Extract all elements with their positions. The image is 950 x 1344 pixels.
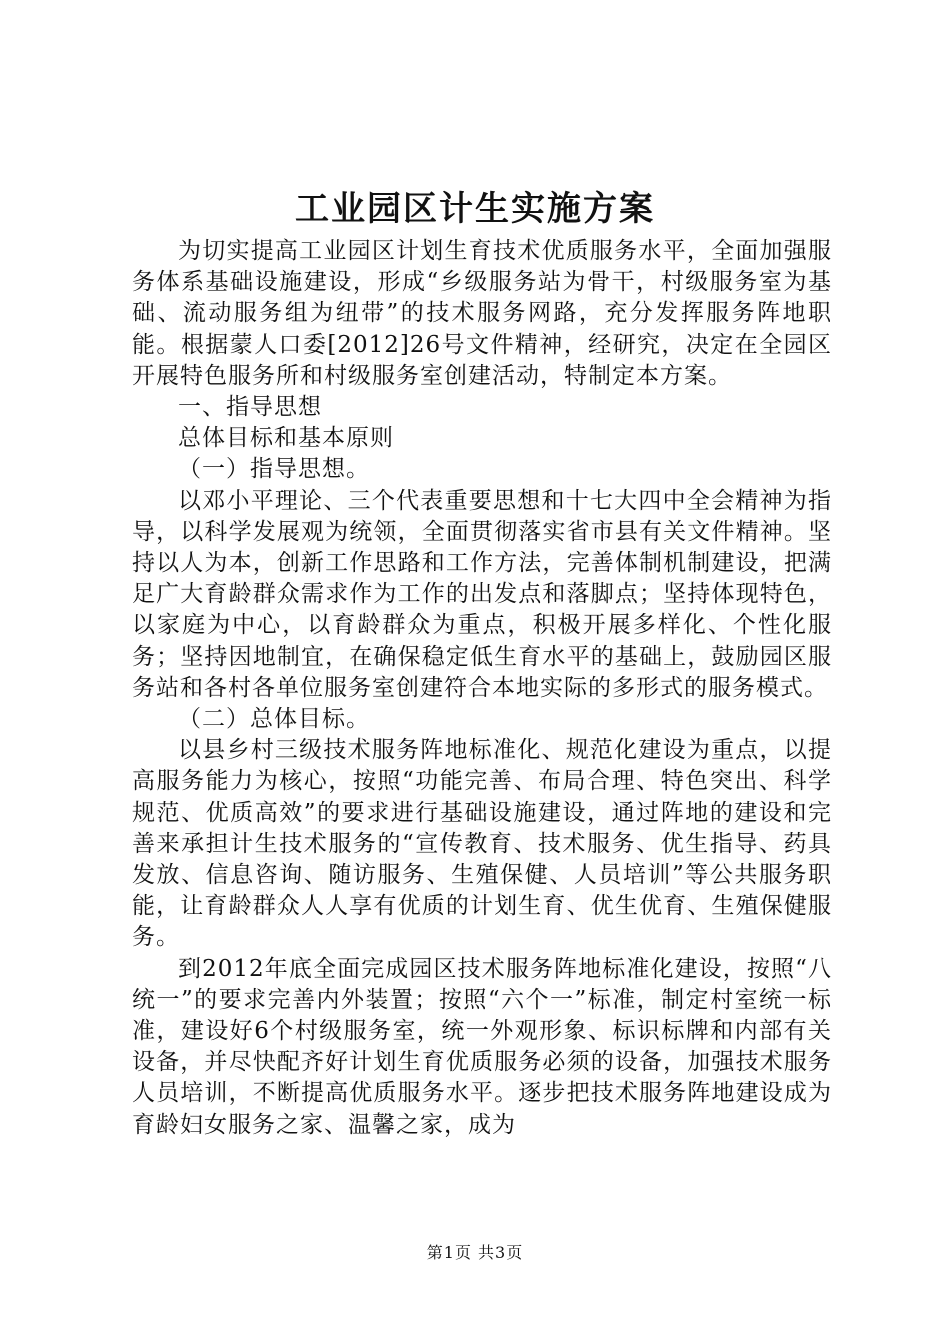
subheading-overall-goal: （二）总体目标。 bbox=[178, 706, 370, 733]
paragraph-intro: 为切实提高工业园区计划生育技术优质服务水平，全面加强服务体系基础设施建设，形成“乡级服务站为骨干，村级服务室为基础、流动服务组为纽带”的技术服务网路，充分发挥服务阵地职能。根据蒙人口委[2012]26号文件精神，经研究，决定在全园区开展特色服务所和村级服务室创建活动，特制定本方案。 bbox=[132, 238, 832, 389]
page-footer: 第1页 共3页 bbox=[426, 1243, 524, 1262]
subheading-guiding-ideology: （一）指导思想。 bbox=[178, 456, 370, 483]
document-body bbox=[132, 236, 832, 1141]
paragraph-overall-goal: 以县乡村三级技术服务阵地标准化、规范化建设为重点，以提高服务能力为核心，按照“功能完善、布局合理、特色突出、科学规范、优质高效”的要求进行基础设施建设，通过阵地的建设和完善来承担计生技术服务的“宣传教育、技术服务、优生指导、药具发放、信息咨询、随访服务、生殖保健、人员培训”等公共服务职能，让育龄群众人人享有优质的计划生育、优生优育、生殖保健服务。 bbox=[132, 737, 832, 951]
document-title: 工业园区计生实施方案 bbox=[295, 189, 655, 229]
heading-goals-principles: 总体目标和基本原则 bbox=[178, 425, 394, 452]
paragraph-guiding-ideology: 以邓小平理论、三个代表重要思想和十七大四中全会精神为指导，以科学发展观为统领，全面贯彻落实省市县有关文件精神。坚持以人为本，创新工作思路和工作方法，完善体制机制建设，把满足广大育龄群众需求作为工作的出发点和落脚点；坚持体现特色，以家庭为中心，以育龄群众为重点，积极开展多样化、个性化服务；坚持因地制宜，在确保稳定低生育水平的基础上，鼓励园区服务站和各村各单位服务室创建符合本地实际的多形式的服务模式。 bbox=[132, 487, 832, 701]
heading-guiding-ideology: 一、指导思想 bbox=[178, 394, 322, 421]
paragraph-2012-target: 到2012年底全面完成园区技术服务阵地标准化建设，按照“八统一”的要求完善内外装置；按照“六个一”标准，制定村室统一标准，建设好6个村级服务室，统一外观形象、标识标牌和内部有关设备，并尽快配齐好计划生育优质服务必须的设备，加强技术服务人员培训，不断提高优质服务水平。逐步把技术服务阵地建设成为育龄妇女服务之家、温馨之家，成为 bbox=[132, 955, 832, 1138]
